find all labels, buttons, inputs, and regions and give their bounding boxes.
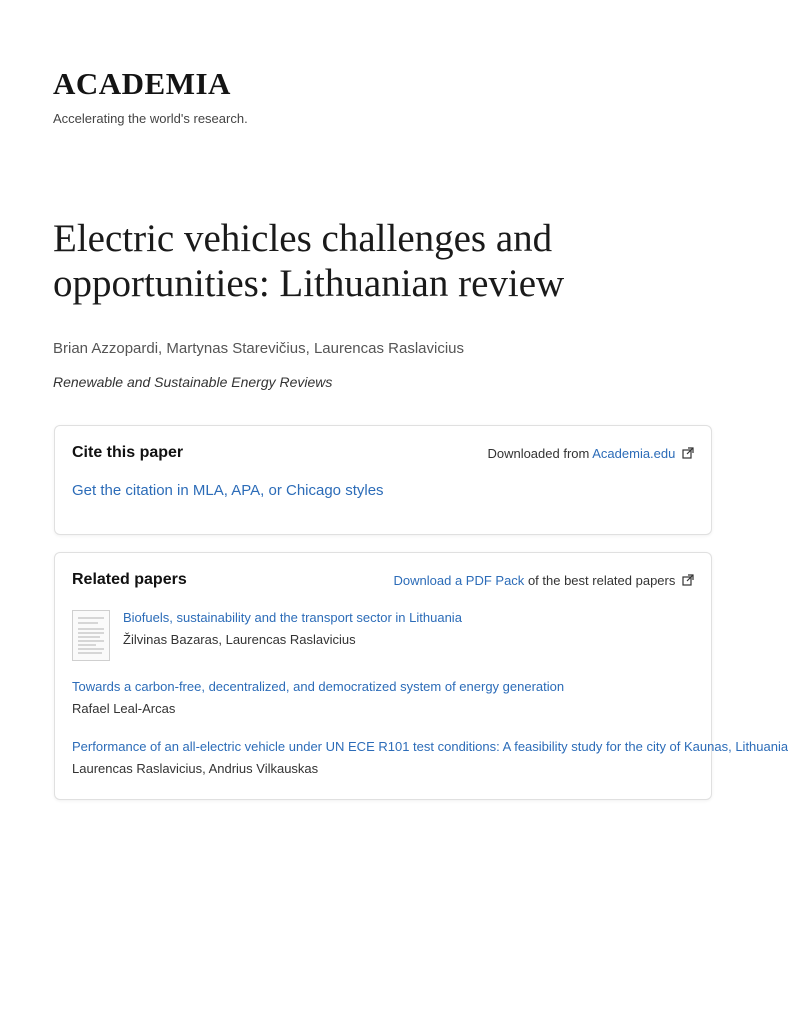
downloaded-prefix: Downloaded from	[487, 446, 590, 461]
related-authors: Laurencas Raslavicius, Andrius Vilkauskas	[72, 761, 319, 776]
related-authors: Rafael Leal-Arcas	[72, 701, 176, 716]
cite-card	[54, 425, 712, 535]
related-item	[123, 609, 693, 648]
academia-logo[interactable]: ACADEMIA	[53, 66, 231, 101]
academia-edu-link[interactable]: Academia.edu	[592, 446, 676, 461]
paper-authors: Brian Azzopardi, Martynas Starevičius, Laurencas Raslavicius	[53, 340, 465, 357]
related-heading: Related papers	[72, 571, 187, 588]
paper-title: Electric vehicles challenges and opportunities: Lithuanian review	[53, 217, 565, 305]
document-thumbnail-icon[interactable]	[72, 610, 110, 661]
academia-header	[53, 66, 248, 126]
related-title-link[interactable]: Biofuels, sustainability and the transport sector in Lithuania	[123, 610, 462, 625]
citation-styles-link[interactable]: Get the citation in MLA, APA, or Chicago styles	[72, 482, 384, 499]
tagline: Accelerating the world's research.	[53, 111, 248, 126]
cite-heading: Cite this paper	[72, 444, 184, 461]
external-link-icon[interactable]	[682, 574, 694, 586]
pdf-pack-suffix: of the best related papers	[527, 573, 676, 588]
pdf-pack-line	[394, 573, 694, 588]
related-item	[72, 738, 788, 777]
downloaded-from	[487, 446, 694, 461]
related-title-link[interactable]: Performance of an all-electric vehicle under UN ECE R101 test conditions: A feasibility study for the city of Kaunas, Lithuania	[72, 739, 788, 754]
external-link-icon[interactable]	[682, 447, 694, 459]
related-papers-card	[54, 552, 788, 800]
related-item	[72, 678, 702, 717]
related-authors: Žilvinas Bazaras, Laurencas Raslavicius	[123, 632, 356, 647]
download-pdf-pack-link[interactable]: Download a PDF Pack	[393, 573, 525, 588]
related-title-link[interactable]: Towards a carbon-free, decentralized, and democratized system of energy generation	[72, 679, 565, 694]
paper-journal: Renewable and Sustainable Energy Reviews	[53, 374, 333, 390]
